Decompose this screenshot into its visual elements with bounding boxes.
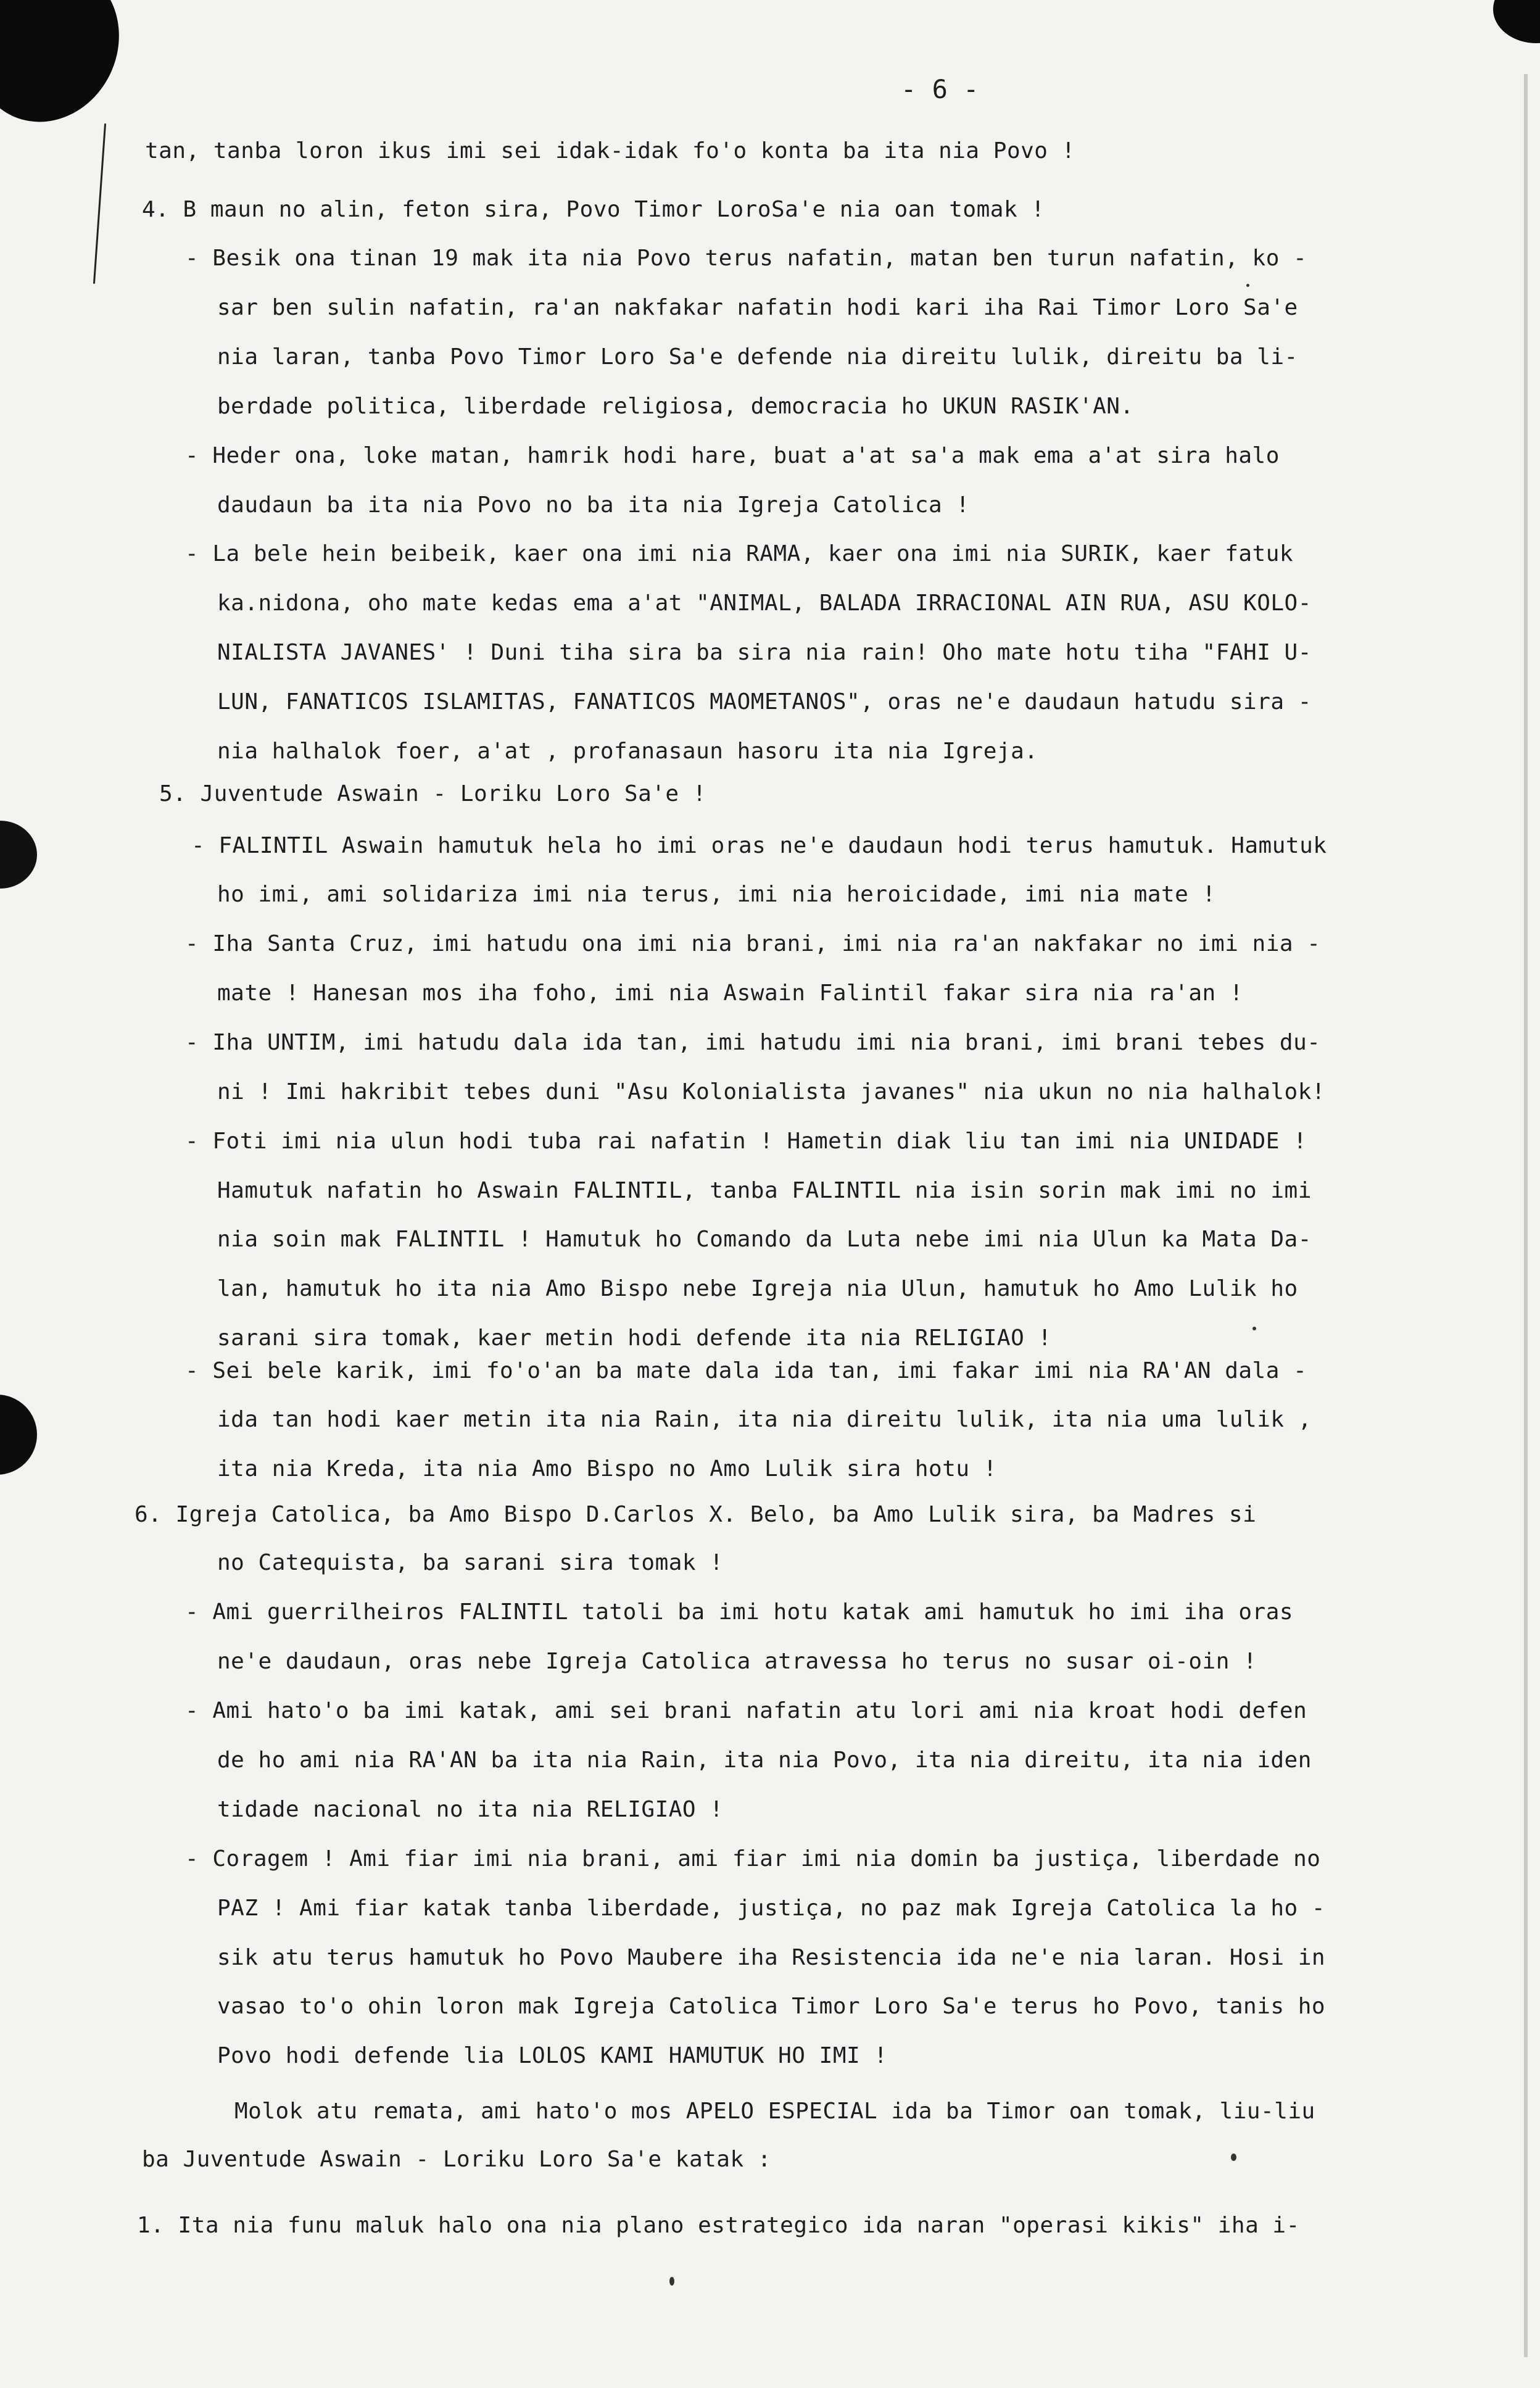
- text-line: - Ami hato'o ba imi katak, ami sei brani nafatin atu lori ami nia kroat hodi defen: [185, 1698, 1307, 1723]
- text-line: - Coragem ! Ami fiar imi nia brani, ami fiar imi nia domin ba justiça, liberdade no: [185, 1846, 1321, 1872]
- text-line: mate ! Hanesan mos iha foho, imi nia Aswain Falintil fakar sira nia ra'an !: [217, 980, 1244, 1006]
- text-line: - Besik ona tinan 19 mak ita nia Povo terus nafatin, matan ben turun nafatin, ko -: [185, 246, 1307, 271]
- text-line: - Foti imi nia ulun hodi tuba rai nafatin ! Hametin diak liu tan imi nia UNIDADE !: [185, 1129, 1307, 1154]
- section-heading: 5. Juventude Aswain - Loriku Loro Sa'e !: [159, 781, 706, 806]
- speck: [1252, 1327, 1256, 1330]
- text-line: ni ! Imi hakribit tebes duni "Asu Kolonialista javanes" nia ukun no nia halhalok!: [217, 1079, 1326, 1105]
- text-line: Molok atu remata, ami hato'o mos APELO ESPECIAL ida ba Timor oan tomak, liu-liu: [234, 2099, 1315, 2124]
- text-line: - Ami guerrilheiros FALINTIL tatoli ba imi hotu katak ami hamutuk ho imi iha oras: [185, 1599, 1294, 1625]
- text-line: ita nia Kreda, ita nia Amo Bispo no Amo Lulik sira hotu !: [217, 1456, 997, 1482]
- punch-hole-lower: [0, 1395, 37, 1475]
- text-line: de ho ami nia RA'AN ba ita nia Rain, ita nia Povo, ita nia direitu, ita nia iden: [217, 1747, 1312, 1773]
- text-line: nia halhalok foer, a'at , profanasaun hasoru ita nia Igreja.: [217, 739, 1038, 764]
- left-edge-shadow: [93, 123, 106, 284]
- text-line: lan, hamutuk ho ita nia Amo Bispo nebe Igreja nia Ulun, hamutuk ho Amo Lulik ho: [217, 1276, 1298, 1301]
- text-line: NIALISTA JAVANES' ! Duni tiha sira ba sira nia rain! Oho mate hotu tiha "FAHI U-: [217, 640, 1312, 665]
- text-line: - Iha Santa Cruz, imi hatudu ona imi nia brani, imi nia ra'an nakfakar no imi nia -: [185, 931, 1321, 956]
- text-line: no Catequista, ba sarani sira tomak !: [217, 1550, 724, 1575]
- text-line: - La bele hein beibeik, kaer ona imi nia RAMA, kaer ona imi nia SURIK, kaer fatuk: [185, 541, 1294, 566]
- text-line: - Sei bele karik, imi fo'o'an ba mate dala ida tan, imi fakar imi nia RA'AN dala -: [185, 1358, 1307, 1383]
- right-edge-shadow: [1524, 74, 1528, 2357]
- text-line: sar ben sulin nafatin, ra'an nakfakar nafatin hodi kari iha Rai Timor Loro Sa'e: [217, 295, 1298, 320]
- text-line: nia laran, tanba Povo Timor Loro Sa'e defende nia direitu lulik, direitu ba li-: [217, 344, 1298, 370]
- text-line: ka.nidona, oho mate kedas ema a'at "ANIMAL, BALADA IRRACIONAL AIN RUA, ASU KOLO-: [217, 591, 1312, 616]
- section-heading: 4. B maun no alin, feton sira, Povo Timor LoroSa'e nia oan tomak !: [142, 197, 1045, 222]
- speck: [1246, 284, 1249, 287]
- text-line: tan, tanba loron ikus imi sei idak-idak fo'o konta ba ita nia Povo !: [145, 138, 1075, 164]
- text-line: tidade nacional no ita nia RELIGIAO !: [217, 1797, 724, 1822]
- text-line: PAZ ! Ami fiar katak tanba liberdade, justiça, no paz mak Igreja Catolica la ho -: [217, 1896, 1326, 1921]
- text-line: Hamutuk nafatin ho Aswain FALINTIL, tanba FALINTIL nia isin sorin mak imi no imi: [217, 1178, 1312, 1203]
- text-line: ba Juventude Aswain - Loriku Loro Sa'e katak :: [142, 2147, 771, 2172]
- section-heading: 6. Igreja Catolica, ba Amo Bispo D.Carlos X. Belo, ba Amo Lulik sira, ba Madres si: [135, 1502, 1257, 1527]
- speck: [1231, 2154, 1236, 2161]
- text-line: sik atu terus hamutuk ho Povo Maubere iha Resistencia ida ne'e nia laran. Hosi in: [217, 1945, 1326, 1970]
- text-line: ho imi, ami solidariza imi nia terus, imi nia heroicidade, imi nia mate !: [217, 882, 1216, 907]
- text-line: daudaun ba ita nia Povo no ba ita nia Igreja Catolica !: [217, 492, 970, 518]
- page-number: - 6 -: [901, 74, 979, 104]
- text-line: ida tan hodi kaer metin ita nia Rain, ita nia direitu lulik, ita nia uma lulik ,: [217, 1407, 1312, 1432]
- text-line: sarani sira tomak, kaer metin hodi defende ita nia RELIGIAO !: [217, 1325, 1052, 1351]
- text-line: vasao to'o ohin loron mak Igreja Catolica Timor Loro Sa'e terus ho Povo, tanis ho: [217, 1994, 1326, 2019]
- text-line: - FALINTIL Aswain hamutuk hela ho imi oras ne'e daudaun hodi terus hamutuk. Hamutuk: [191, 833, 1327, 858]
- text-line: - Heder ona, loke matan, hamrik hodi hare, buat a'at sa'a mak ema a'at sira halo: [185, 443, 1280, 468]
- text-line: berdade politica, liberdade religiosa, democracia ho UKUN RASIK'AN.: [217, 394, 1134, 419]
- text-line: ne'e daudaun, oras nebe Igreja Catolica atravessa ho terus no susar oi-oin !: [217, 1649, 1257, 1674]
- text-line: nia soin mak FALINTIL ! Hamutuk ho Comando da Luta nebe imi nia Ulun ka Mata Da-: [217, 1227, 1312, 1252]
- text-line: - Iha UNTIM, imi hatudu dala ida tan, imi hatudu imi nia brani, imi brani tebes du-: [185, 1030, 1321, 1055]
- numbered-item: 1. Ita nia funu maluk halo ona nia plano estrategico ida naran "operasi kikis" iha i-: [137, 2213, 1300, 2238]
- speck: [669, 2277, 674, 2286]
- scan-blot-top-right: [1493, 0, 1540, 43]
- text-line: Povo hodi defende lia LOLOS KAMI HAMUTUK HO IMI !: [217, 2043, 888, 2068]
- scan-blot-top-left: [0, 0, 144, 146]
- punch-hole-upper: [0, 821, 37, 889]
- text-line: LUN, FANATICOS ISLAMITAS, FANATICOS MAOMETANOS", oras ne'e daudaun hatudu sira -: [217, 689, 1312, 715]
